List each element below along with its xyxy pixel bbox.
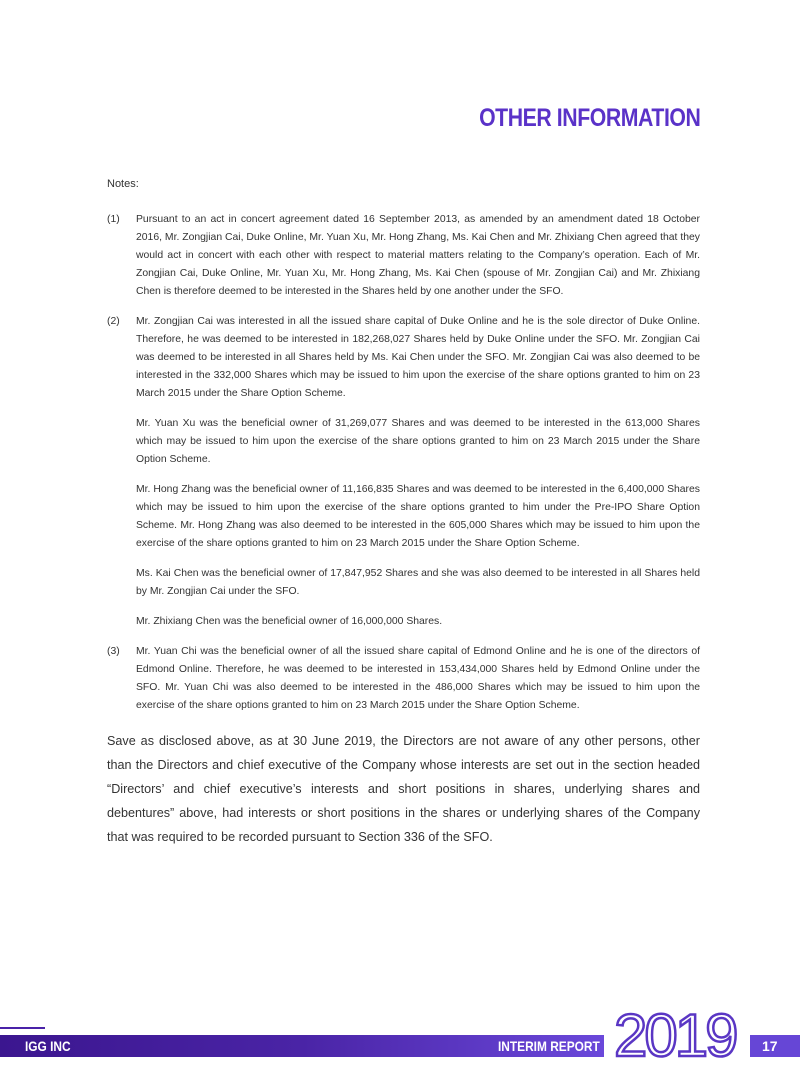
page-title: OTHER INFORMATION <box>478 104 700 132</box>
note-paragraph: Mr. Yuan Xu was the beneficial owner of 31,269,077 Shares and was deemed to be interested in the 613,000 Shares which may be issued to him upon the exercise of the share options granted to him on 23 March 2015 under the Share Option Scheme. <box>136 418 700 465</box>
note-paragraph: Pursuant to an act in concert agreement dated 16 September 2013, as amended by an amendment dated 18 October 2016, Mr. Zongjian Cai, Duke Online, Mr. Yuan Xu, Mr. Hong Zhang, Ms. Kai Chen and Mr. Zhixiang Chen agreed that they would act in concert with each other with respect to material matters relating to the Company’s operation. Each of Mr. Zongjian Cai, Duke Online, Mr. Yuan Xu, Mr. Hong Zhang, Ms. Kai Chen (spouse of Mr. Zongjian Cai) and Mr. Zhixiang Chen is therefore deemed to be interested in the Shares held by one another under the SFO. <box>136 214 700 297</box>
note-item <box>107 211 700 301</box>
note-paragraph: Mr. Zongjian Cai was interested in all the issued share capital of Duke Online and he is the sole director of Duke Online. Therefore, he was deemed to be interested in 182,268,027 Shares held by Duke Online under the SFO. Mr. Zongjian Cai was deemed to be interested in all Shares held by Ms. Kai Chen under the SFO. Mr. Zongjian Cai was also deemed to be interested in the 332,000 Shares which may be issued to him upon the exercise of the share options granted to him on 23 March 2015 under the Share Option Scheme. <box>136 316 700 399</box>
note-paragraph: Ms. Kai Chen was the beneficial owner of 17,847,952 Shares and she was also deemed to be interested in all Shares held by Mr. Zongjian Cai under the SFO. <box>136 568 700 597</box>
summary-paragraph: Save as disclosed above, as at 30 June 2019, the Directors are not aware of any other persons, other than the Directors and chief executive of the Company whose interests are set out in the section headed “Directors’ and chief executive’s interests and short positions in shares, underlying shares and debentures” above, had interests or short positions in the shares or underlying shares of the Company that was required to be recorded pursuant to Section 336 of the SFO. <box>107 734 700 844</box>
note-number: (3) <box>107 646 120 657</box>
note-paragraph: Mr. Hong Zhang was the beneficial owner of 11,166,835 Shares and was deemed to be interested in the 6,400,000 Shares which may be issued to him upon the exercise of the share options granted to him under the Pre-IPO Share Option Scheme. Mr. Hong Zhang was also deemed to be interested in the 605,000 Shares which may be issued to him upon the exercise of the share options granted to him on 23 March 2015 under the Share Option Scheme. <box>136 484 700 549</box>
footer-company: IGG INC <box>25 1038 71 1054</box>
footer-accent-line <box>0 1027 45 1029</box>
notes-list <box>107 211 700 715</box>
page-number: 17 <box>762 1038 778 1054</box>
note-item <box>107 643 700 715</box>
notes-label: Notes: <box>107 178 139 190</box>
note-number: (2) <box>107 316 120 327</box>
note-paragraph: Mr. Yuan Chi was the beneficial owner of all the issued share capital of Edmond Online and he is one of the directors of Edmond Online. Therefore, he was deemed to be interested in 153,434,000 Shares held by Edmond Online under the SFO. Mr. Yuan Chi was also deemed to be interested in the 486,000 Shares which may be issued to him upon the exercise of the share options granted to him on 23 March 2015 under the Share Option Scheme. <box>136 646 700 711</box>
note-number: (1) <box>107 214 120 225</box>
footer-year-logo: 2019 <box>614 1002 736 1069</box>
note-item <box>107 313 700 631</box>
footer-report-label: INTERIM REPORT <box>498 1038 600 1054</box>
note-paragraph: Mr. Zhixiang Chen was the beneficial owner of 16,000,000 Shares. <box>136 616 443 627</box>
page-content <box>107 177 700 849</box>
